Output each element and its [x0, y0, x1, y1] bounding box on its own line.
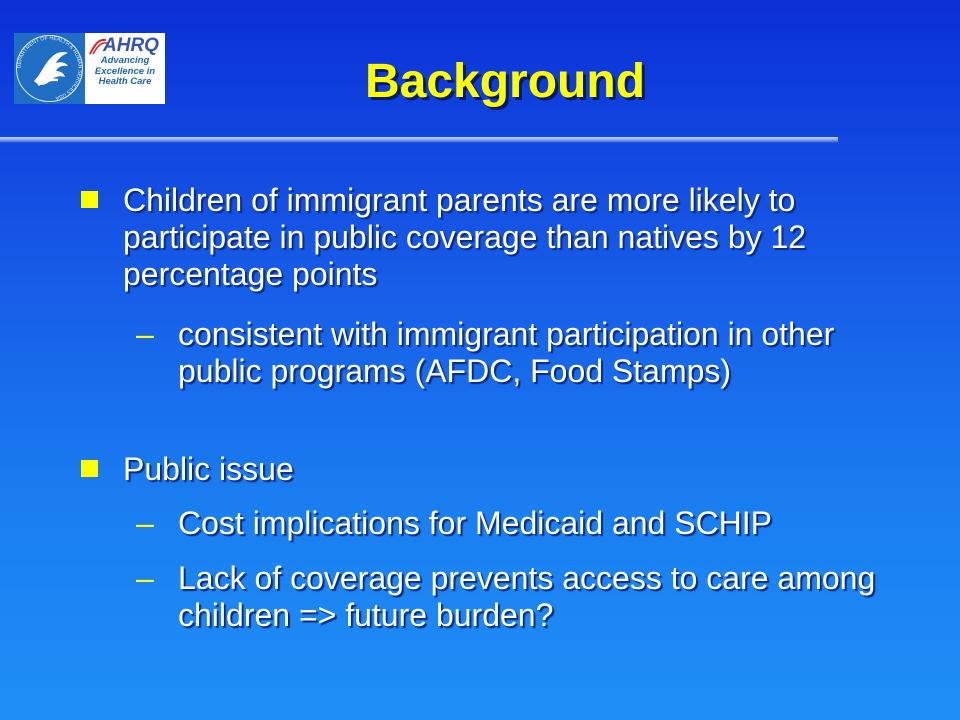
ahrq-tagline-line-2: Excellence in: [94, 65, 156, 77]
dash-bullet-icon: –: [136, 560, 154, 596]
ahrq-tagline-line-3: Health Care: [98, 76, 152, 87]
ahrq-wordmark: AHRQ: [103, 35, 159, 56]
bullet-2-sub-1-text: Cost implications for Medicaid and SCHIP: [178, 505, 773, 541]
bullet-2-text: Public issue: [123, 451, 294, 487]
bullet-square-icon: [81, 191, 98, 208]
bullet-1-text: Children of immigrant parents are more likely to participate in public coverage than natives by 12 percentage points: [123, 182, 807, 292]
ahrq-tagline-line-1: Advancing: [100, 55, 150, 66]
bullet-2-sub-2-text: Lack of coverage prevents access to care among children => future burden?: [178, 560, 876, 633]
seal-ring-text: DEPARTMENT OF HEALTH & HUMAN SERVICES USA: [16, 35, 83, 101]
dash-bullet-icon: –: [136, 505, 154, 541]
bullet-1-sub-1-text: consistent with immigrant participation in other public programs (AFDC, Food Stamps): [178, 316, 835, 389]
title-divider: [0, 137, 838, 143]
bullet-square-icon: [81, 460, 98, 477]
slide-title: Background: [364, 55, 646, 108]
dash-bullet-icon: –: [136, 316, 154, 352]
